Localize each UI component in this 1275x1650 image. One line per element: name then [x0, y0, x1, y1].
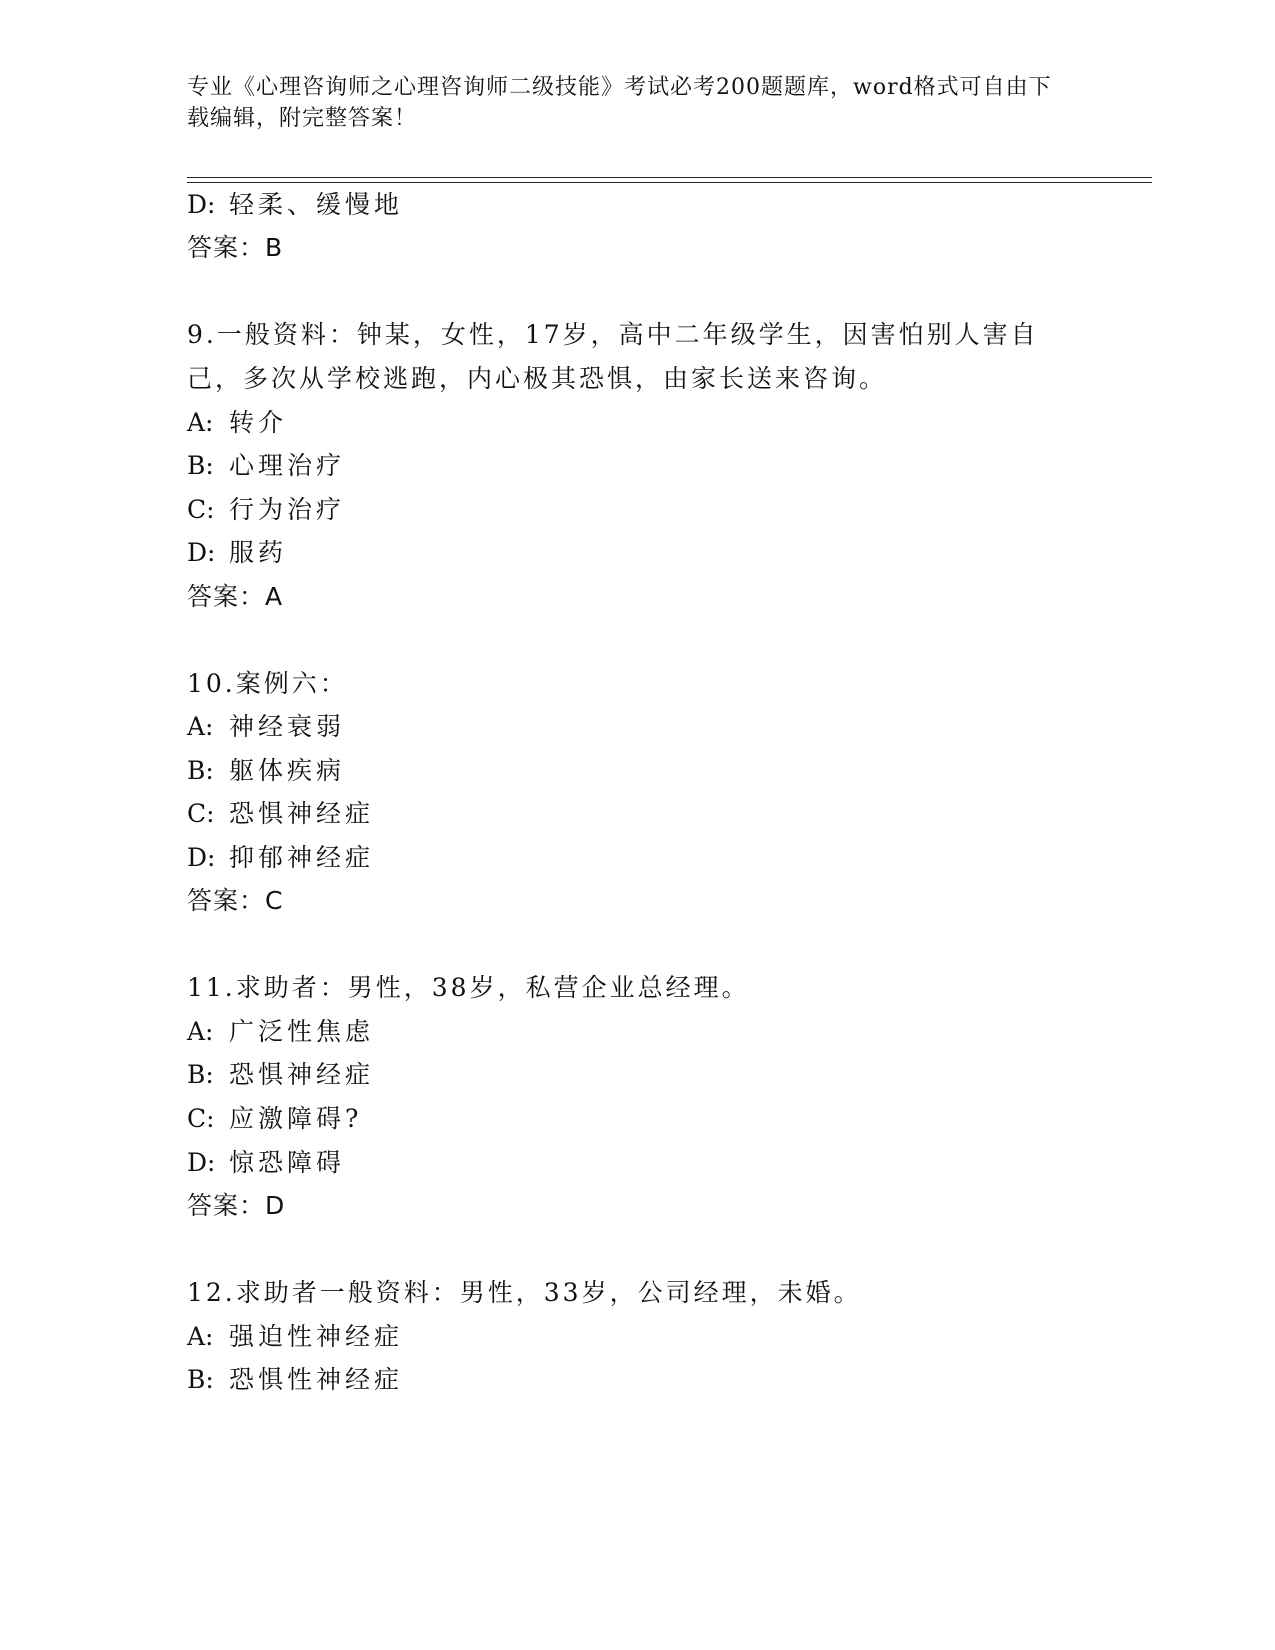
option-d: [187, 1148, 345, 1178]
option-text: 恐惧神经症: [229, 799, 375, 828]
option-text: 抑郁神经症: [229, 843, 375, 872]
option-a: [187, 1322, 403, 1352]
option-label: A:: [187, 1322, 214, 1351]
option-text: 躯体疾病: [229, 756, 346, 785]
option-b: [187, 451, 345, 481]
option-label: C:: [187, 799, 215, 828]
option-label: B:: [187, 451, 214, 480]
option-d: [187, 843, 374, 873]
option-label: C:: [187, 495, 215, 524]
option-b: [187, 756, 345, 786]
option-c: [187, 799, 374, 829]
option-label: A:: [187, 712, 214, 741]
option-text: 恐惧神经症: [229, 1060, 375, 1089]
answer-line: 答案：C: [187, 886, 284, 915]
option-d: [187, 538, 287, 568]
option-c: [187, 495, 345, 525]
option-text: 轻柔、缓慢地: [229, 190, 404, 219]
option-d: [187, 190, 403, 220]
option-label: C:: [187, 1104, 215, 1133]
option-label: A:: [187, 408, 214, 437]
option-a: [187, 1017, 374, 1047]
header-rule-top: [187, 177, 1152, 178]
question-10-text: 10.案例六：: [187, 669, 348, 698]
option-text: 应激障碍?: [229, 1104, 363, 1133]
option-label: B:: [187, 1060, 214, 1089]
question-12-text: 12.求助者一般资料：男性，33岁，公司经理，未婚。: [187, 1278, 862, 1307]
answer-line: 答案：D: [187, 1191, 286, 1220]
option-text: 强迫性神经症: [229, 1322, 404, 1351]
option-text: 心理治疗: [229, 451, 346, 480]
option-text: 神经衰弱: [229, 712, 346, 741]
option-label: B:: [187, 756, 214, 785]
option-text: 转介: [229, 408, 288, 437]
option-label: D:: [187, 538, 216, 567]
option-a: [187, 408, 287, 438]
option-label: D:: [187, 190, 216, 219]
option-label: B:: [187, 1365, 214, 1394]
option-label: D:: [187, 843, 216, 872]
option-c: [187, 1104, 362, 1134]
document-header: 专业《心理咨询师之心理咨询师二级技能》考试必考200题题库，word格式可自由下载编辑，附完整答案！: [187, 75, 1052, 131]
answer-line: 答案：B: [187, 233, 284, 262]
option-b: [187, 1365, 403, 1395]
answer-line: 答案：A: [187, 582, 284, 611]
option-text: 广泛性焦虑: [229, 1017, 375, 1046]
question-9-text-line1: 9.一般资料：钟某，女性，17岁，高中二年级学生，因害怕别人害自: [187, 320, 1039, 349]
option-a: [187, 712, 345, 742]
option-text: 恐惧性神经症: [229, 1365, 404, 1394]
question-11-text: 11.求助者：男性，38岁，私营企业总经理。: [187, 973, 750, 1002]
option-b: [187, 1060, 374, 1090]
question-9-text-line2: 己，多次从学校逃跑，内心极其恐惧，由家长送来咨询。: [187, 364, 888, 393]
option-label: A:: [187, 1017, 214, 1046]
header-rule-bottom: [187, 182, 1152, 183]
option-text: 惊恐障碍: [229, 1148, 346, 1177]
option-text: 行为治疗: [229, 495, 346, 524]
option-text: 服药: [229, 538, 288, 567]
option-label: D:: [187, 1148, 216, 1177]
